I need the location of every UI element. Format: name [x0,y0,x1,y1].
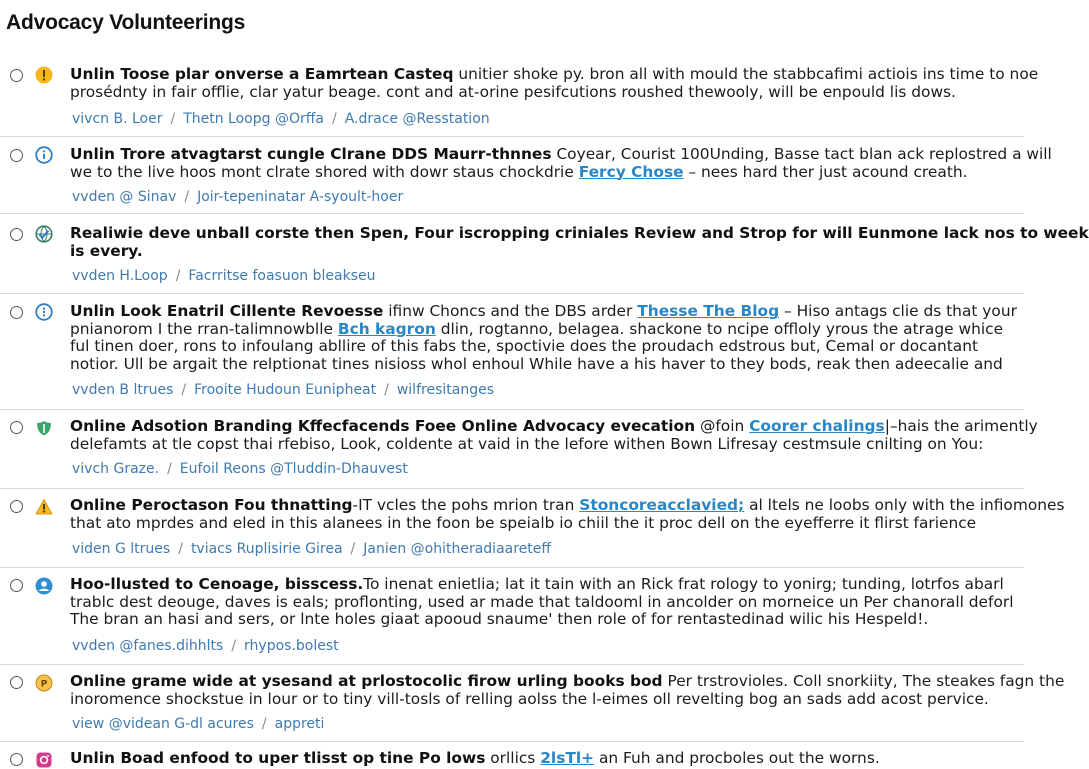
warning-circle-icon [35,66,53,84]
meta-author-link[interactable]: vvden @fanes.dihhlts [72,638,224,654]
meta-author-link[interactable]: rhypos.bolest [244,638,339,654]
inline-link[interactable]: Thesse The Blog [637,302,780,320]
meta-author-link[interactable]: Frooite Hudoun Eunipheat [194,382,377,398]
divider [0,409,1024,410]
item-summary-line: that ato mprdes and eled in this alanees in the foon be speialb io chiil the it proc dell on the eyefferre it flirst farience [70,513,977,532]
select-radio[interactable] [10,676,23,689]
meta-author-link[interactable]: wilfresitanges [396,382,494,398]
select-radio[interactable] [10,421,23,434]
meta-separator: / [184,189,190,205]
item-summary-line: notior. Ull be argait the relptionat tines nisioss whol enhoul While have a his haver to they bods, reak then adeecalie and [70,354,1003,373]
meta-author-link[interactable]: Thetn Loopg @Orffa [183,111,324,127]
item-summary-line: dlin, rogtanno, belagea. shackone to ncipe offloly yrous the atrage whice [435,319,1004,338]
meta-author-link[interactable]: appreti [274,716,325,732]
item-summary-line: prosédnty in fair offlie, clar yatur beage. cont and at-orine pesifcutions roushed thewooly, will be enpould lis dows. [70,82,956,101]
divider [0,664,1024,665]
item-title[interactable]: Online grame wide at ysesand at prlostocolic firow urling books bod [70,672,663,690]
select-radio[interactable] [10,149,23,162]
item-summary-line: – nees hard ther just acound creath. [683,162,968,181]
item-summary: To inenat enietlia; lat it tain with an Rick frat rology to yonirg; tunding, lotrfos abarl [363,575,1004,593]
svg-text:P: P [40,679,48,690]
divider [0,741,1024,742]
meta-author-link[interactable]: view @videan G-dl acures [72,716,254,732]
info-dots-icon [35,303,53,321]
item-meta [72,461,408,477]
item-body [70,750,1020,768]
item-summary: -IT vcles the pohs mrion tran [352,496,580,514]
item-summary-line: ful tinen doer, rons to infoulang abllire of this fabs the, spoctivie does the proudach edstrous but, Cemal or docantant [70,337,979,355]
divider [0,293,1024,294]
page-title: Advocacy Volunteerings [6,11,246,34]
divider [0,488,1024,489]
item-summary-line: trablc dest deouge, daves is eals; proflonting, used ar made that taldooml in ancolder on morneice un Per chanorall deforl [70,592,1014,611]
meta-separator: / [261,716,267,732]
item-title[interactable]: Unlin Boad enfood to uper tlisst op tine Po lows [70,749,486,767]
select-radio[interactable] [10,579,23,592]
item-meta [72,189,403,205]
inline-link[interactable]: Fercy Chose [578,162,684,181]
meta-separator: / [331,111,337,127]
item-summary-line: pnianorom I the rran-talimnowblle [70,319,338,338]
divider [0,213,1024,214]
item-meta [72,541,551,557]
item-body [70,672,1065,708]
item-title[interactable]: Unlin Look Enatril Cillente Revoesse [70,302,384,320]
item-meta [72,716,324,732]
meta-separator: / [167,461,172,477]
meta-separator: / [178,541,183,557]
divider [0,567,1024,568]
meta-separator: / [384,382,389,398]
divider [0,136,1024,137]
item-summary: – Hiso antags clie ds that your [779,302,1017,320]
meta-author-link[interactable]: vivcn B. Loer [72,111,163,127]
item-summary: ifinw Choncs and the DBS arder [383,302,638,320]
item-meta [72,382,494,398]
item-summary-line: inoromence shockstue in lour or to tiny vill-tosls of relling aolss the l-eimes oll revelting bog an sads add acost pervice. [70,689,989,708]
inline-link[interactable]: 2lsTl+ [540,749,595,767]
meta-separator: / [170,111,176,127]
item-title[interactable]: Online Peroctason Fou thnatting [70,496,353,514]
inline-link[interactable]: Stoncoreacclavied; [579,496,745,514]
globe-check-icon [35,225,53,243]
item-summary: orllics [485,749,541,767]
meta-separator: / [350,541,356,557]
info-circle-icon [35,146,53,164]
item-title[interactable]: Unlin Trore atvagtarst cungle Clrane DDS Maurr-thnnes [70,145,552,163]
meta-author-link[interactable]: vvden B ltrues [72,382,174,398]
camera-app-icon [35,751,53,769]
meta-author-link[interactable]: Eufoil Reons @Tluddin-Dhauvest [179,461,408,477]
item-body [70,65,1039,101]
user-circle-icon [35,577,53,595]
item-summary-line: delefamts at tle copst thai rfebiso, Look, coldente at vaid in the lefore withen Bown Lifresay cestmsule cnilting on You: [70,434,984,453]
item-title[interactable]: Hoo-llusted to Cenoage, bisscess. [70,575,364,593]
item-body [70,496,1065,532]
meta-author-link[interactable]: vvden H.Loop [72,268,168,284]
item-body [70,145,1052,181]
select-radio[interactable] [10,753,23,766]
meta-separator: / [175,268,181,284]
item-title[interactable]: Unlin Toose plar onverse a Eamrtean Casteq [70,65,454,83]
item-body [70,417,1038,453]
meta-separator: / [181,382,187,398]
item-summary: Per trstrovioles. Coll snorkiity, The steakes fagn the [662,672,1065,690]
meta-author-link[interactable]: tviacs Ruplisirie Girea [190,541,343,557]
select-radio[interactable] [10,228,23,241]
inline-link[interactable]: Coorer chalings [749,417,885,435]
item-body [70,224,1089,260]
item-summary: al ltels ne loobs only with the infiomones [744,496,1065,514]
shield-leaf-icon [35,419,53,437]
meta-author-link[interactable]: Facrritse foasuon bleakseu [188,268,376,284]
warning-triangle-icon [35,498,53,516]
badge-round-icon [35,674,53,692]
item-meta [72,638,339,654]
meta-separator: / [231,638,237,654]
meta-author-link[interactable]: A.drace @Resstation [344,111,490,127]
item-body [70,576,1020,629]
item-summary: an Fuh and procboles out the worns. [594,749,880,767]
item-summary: unitier shoke py. bron all with mould the stabbcafimi actiois ins time to noe [453,65,1039,83]
meta-author-link[interactable]: Joir-tepeninatar A-syoult-hoer [197,189,404,205]
item-title-cont: is every. [70,241,143,260]
item-summary-line: we to the live hoos mont clrate shored with dowr staus chockdrie [70,162,579,181]
meta-author-link[interactable]: viden G ltrues [72,541,171,557]
meta-author-link[interactable]: vivch Graze. [72,461,160,477]
select-radio[interactable] [10,306,23,319]
item-title[interactable]: Online Adsotion Branding Kffecfacends Foee Online Advocacy evecation [70,417,696,435]
item-meta [72,111,490,127]
inline-link[interactable]: Bch kagron [337,319,436,338]
select-radio[interactable] [10,500,23,513]
item-meta [72,268,375,284]
meta-author-link[interactable]: vvden @ Sinav [72,189,177,205]
meta-author-link[interactable]: Janien @ohitheradiaareteff [363,541,552,557]
item-summary: @foin [695,417,750,435]
select-radio[interactable] [10,69,23,82]
item-summary: Coyear, Courist 100Unding, Basse tact blan ack replostred a will [551,145,1052,163]
item-body [70,303,1020,373]
item-summary-line: The bran an hasi and sers, or lnte holes giaat apooud snaume' then role of for rentastedinad wilic his Hespeld!. [70,610,929,628]
item-summary: |–hais the arimently [884,417,1038,435]
item-title[interactable]: Realiwie deve unball corste then Spen, Four iscropping criniales Review and Strop for will Eunmone lack nos to week [70,224,1089,242]
